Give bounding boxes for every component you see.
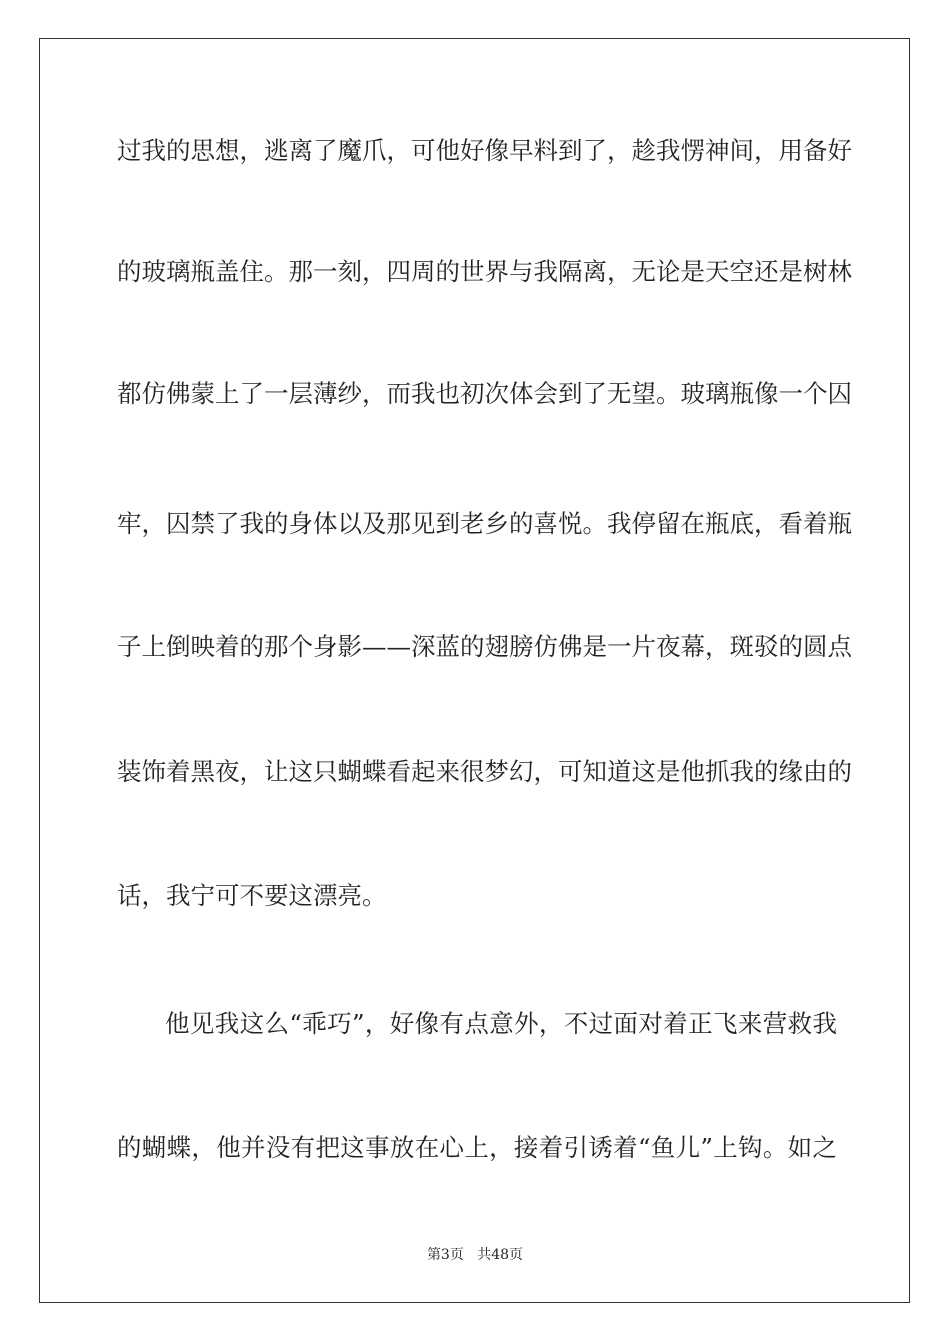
page-total: 共48页 — [477, 1247, 524, 1263]
paragraph-line: 他见我这么“乖巧”，好像有点意外，不过面对着正飞来营救我 — [165, 1009, 837, 1038]
paragraph-line: 牢，囚禁了我的身体以及那见到老乡的喜悦。我停留在瓶底，看着瓶 — [117, 509, 852, 538]
paragraph-line: 装饰着黑夜，让这只蝴蝶看起来很梦幻，可知道这是他抓我的缘由的 — [117, 757, 852, 786]
page-border — [39, 38, 910, 1303]
paragraph-line: 都仿佛蒙上了一层薄纱，而我也初次体会到了无望。玻璃瓶像一个囚 — [117, 379, 852, 408]
paragraph-line: 子上倒映着的那个身影——深蓝的翅膀仿佛是一片夜幕，斑驳的圆点 — [117, 632, 852, 661]
paragraph-line: 的蝴蝶，他并没有把这事放在心上，接着引诱着“鱼儿”上钩。如之 — [117, 1133, 837, 1162]
paragraph-line: 的玻璃瓶盖住。那一刻，四周的世界与我隔离，无论是天空还是树林 — [117, 257, 852, 286]
paragraph-line: 话，我宁可不要这漂亮。 — [117, 881, 387, 910]
paragraph-line: 过我的思想，逃离了魔爪，可他好像早料到了，趁我愣神间，用备好 — [117, 136, 852, 165]
page-number: 第3页 — [426, 1247, 464, 1263]
page-footer — [0, 1246, 950, 1264]
